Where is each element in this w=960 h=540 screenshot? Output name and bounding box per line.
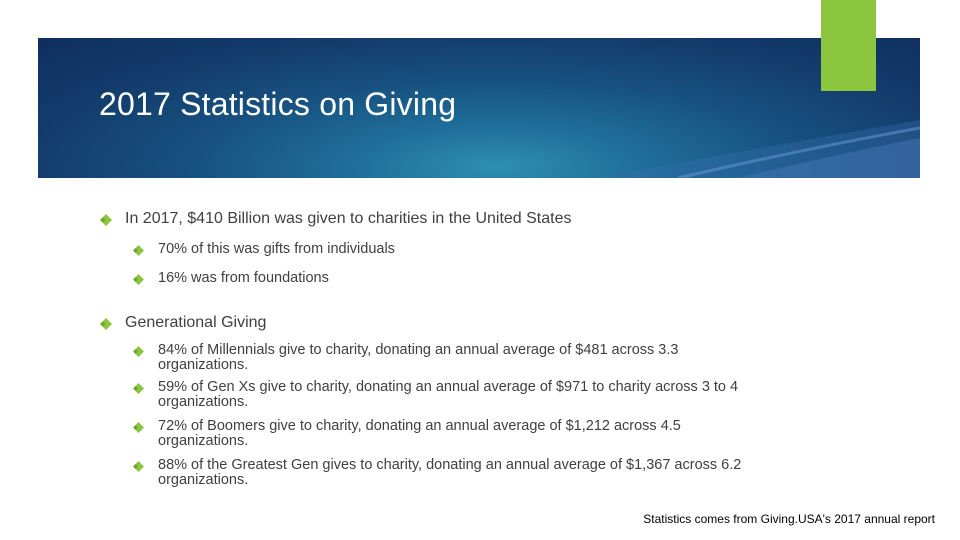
sub-bullet-line-2: organizations.: [158, 472, 249, 488]
sub-bullet-line-1: 59% of Gen Xs give to charity, donating an annual average of $971 to charity across 3 to 4: [158, 379, 739, 395]
accent-bar: [821, 0, 876, 91]
diamond-bullet-icon: [133, 245, 144, 256]
sub-bullet-text: [158, 419, 681, 449]
diamond-bullet-icon: [133, 422, 144, 433]
sub-bullet-text: [158, 343, 678, 373]
diamond-bullet-icon: [133, 346, 144, 357]
diamond-bullet-icon: [100, 318, 112, 330]
source-note: Statistics comes from Giving.USA's 2017 annual report: [643, 512, 935, 526]
bullet-text: In 2017, $410 Billion was given to charities in the United States: [125, 210, 572, 227]
sub-bullet-line-2: organizations.: [158, 357, 249, 373]
sub-bullet-line-1: 88% of the Greatest Gen gives to charity, donating an annual average of $1,367 across 6.2: [158, 457, 742, 473]
diamond-bullet-icon: [133, 274, 144, 285]
bullet-text: Generational Giving: [125, 314, 267, 331]
sub-bullet-text: [158, 458, 741, 488]
sub-bullet-text: 70% of this was gifts from individuals: [158, 241, 395, 257]
sub-bullet-line-1: 72% of Boomers give to charity, donating an annual average of $1,212 across 4.5: [158, 418, 681, 434]
diamond-bullet-icon: [133, 383, 144, 394]
sub-bullet-text: 16% was from foundations: [158, 270, 329, 286]
sub-bullet-line-2: organizations.: [158, 433, 249, 449]
diamond-bullet-icon: [100, 214, 112, 226]
sub-bullet-line-2: organizations.: [158, 394, 249, 410]
slide-title: 2017 Statistics on Giving: [99, 86, 457, 122]
sub-bullet-text: [158, 380, 738, 410]
sub-bullet-line-1: 84% of Millennials give to charity, donating an annual average of $481 across 3.3: [158, 342, 679, 358]
diamond-bullet-icon: [133, 461, 144, 472]
